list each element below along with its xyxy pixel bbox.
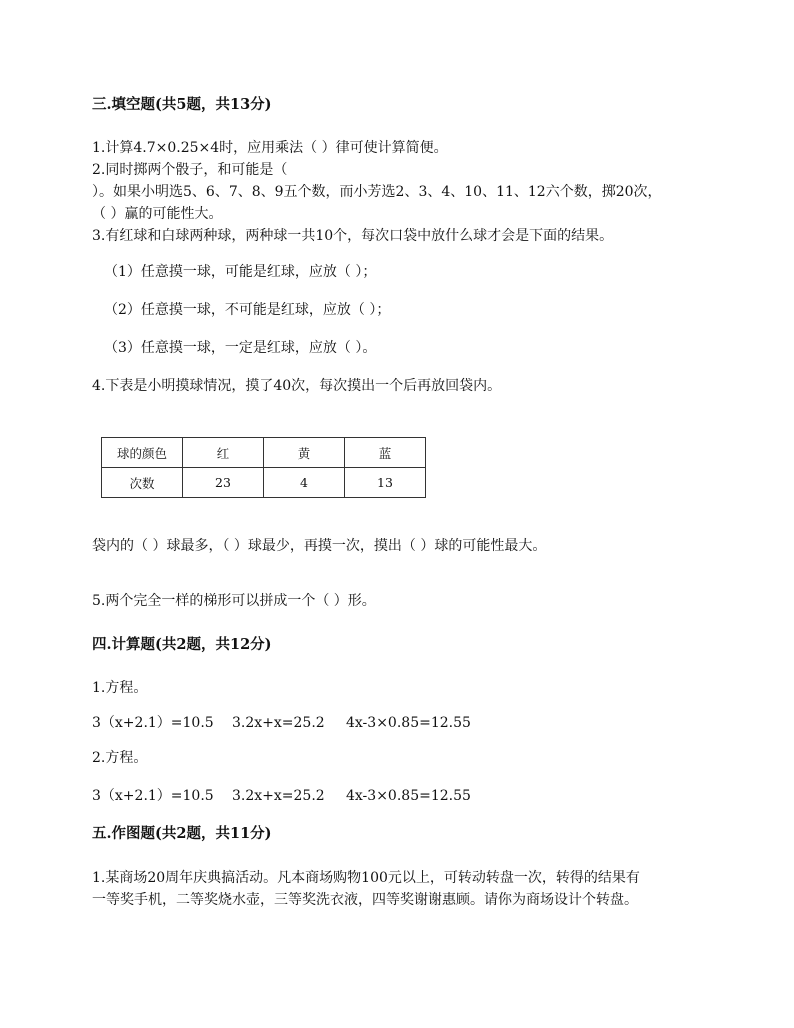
- question-3-2-line-3: （ ）赢的可能性大。: [92, 206, 223, 222]
- equation: 3.2x+x=25.2: [232, 788, 325, 804]
- question-5-1-line-2: 一等奖手机，二等奖烧水壶，三等奖洗衣液，四等奖谢谢惠顾。请你为商场设计个转盘。: [92, 892, 638, 908]
- question-3-3-intro: 3.有红球和白球两种球，两种球一共10个，每次口袋中放什么球才会是下面的结果。: [92, 228, 614, 244]
- question-3-3-part-1: （1）任意摸一球，可能是红球，应放（ ）；: [104, 264, 377, 280]
- table-cell: 4: [264, 468, 345, 498]
- section-5-title: 五.作图题(共2题，共11分): [92, 825, 272, 842]
- equation: 3.2x+x=25.2: [232, 715, 325, 731]
- question-3-1: 1.计算4.7×0.25×4时，应用乘法（ ）律可使计算简便。: [92, 140, 448, 156]
- table-header-row: [102, 438, 426, 468]
- question-3-4-question: 袋内的（ ）球最多，（ ）球最少，再摸一次，摸出（ ）球的可能性最大。: [92, 538, 547, 554]
- table-cell: 蓝: [345, 438, 426, 468]
- equation: 4x-3×0.85=12.55: [346, 715, 471, 731]
- table-cell: 红: [183, 438, 264, 468]
- question-3-2-line-1: 2.同时掷两个骰子，和可能是（: [92, 162, 288, 178]
- question-4-2-label: 2.方程。: [92, 750, 148, 766]
- table-cell: 球的颜色: [102, 438, 183, 468]
- table-cell: 13: [345, 468, 426, 498]
- ball-count-table: [101, 437, 426, 498]
- question-3-4-intro: 4.下表是小明摸球情况，摸了40次，每次摸出一个后再放回袋内。: [92, 378, 502, 394]
- table-cell: 黄: [264, 438, 345, 468]
- question-3-3-part-2: （2）任意摸一球，不可能是红球，应放（ ）；: [104, 302, 391, 318]
- table-cell: 次数: [102, 468, 183, 498]
- question-3-2-line-2: ）。如果小明选5、6、7、8、9五个数，而小芳选2、3、4、10、11、12六个数，掷20次，: [92, 184, 662, 200]
- question-3-5: 5.两个完全一样的梯形可以拼成一个（ ）形。: [92, 593, 376, 609]
- table-cell: 23: [183, 468, 264, 498]
- equation: 4x-3×0.85=12.55: [346, 788, 471, 804]
- table-row: [102, 468, 426, 498]
- question-4-1-label: 1.方程。: [92, 680, 148, 696]
- section-4-title: 四.计算题(共2题，共12分): [92, 636, 272, 653]
- question-3-3-part-3: （3）任意摸一球，一定是红球，应放（ ）。: [104, 340, 377, 356]
- equation: 3（x+2.1）=10.5: [92, 715, 214, 731]
- section-3-title: 三.填空题(共5题，共13分): [92, 96, 272, 113]
- question-5-1-line-1: 1.某商场20周年庆典搞活动。凡本商场购物100元以上，可转动转盘一次，转得的结果有: [92, 870, 640, 886]
- equation: 3（x+2.1）=10.5: [92, 788, 214, 804]
